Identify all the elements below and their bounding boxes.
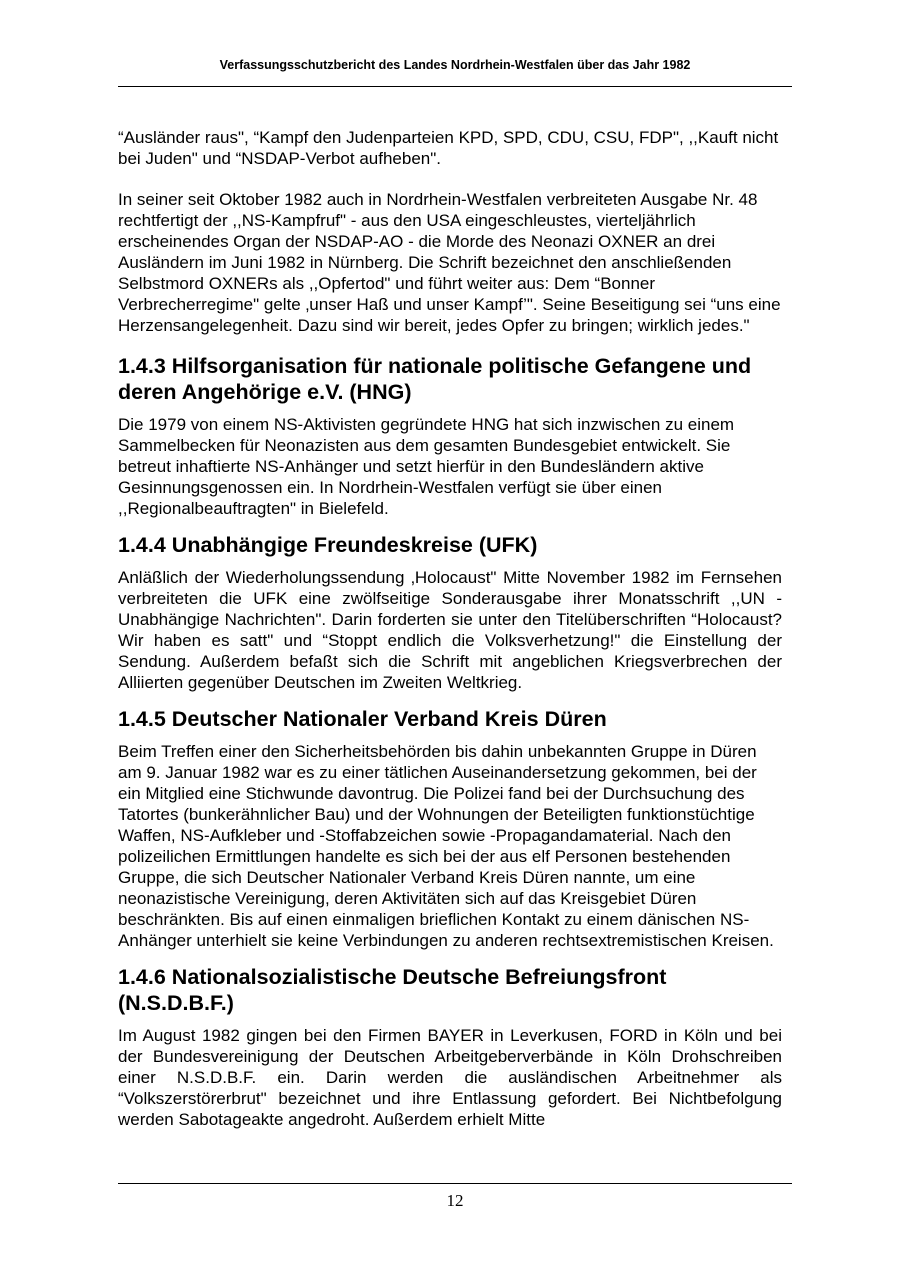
paragraph-1-4-6: Im August 1982 gingen bei den Firmen BAYER in Leverkusen, FORD in Köln und bei der Bundesvereinigung der Deutschen Arbeitgeberverbände in Köln Drohschreiben einer N.S.D.B.F. ein. Darin werden die ausländischen Arbeitnehmer als “Volkszerstörerbrut" bezeichnet und ihre Entlassung gefordert. Bei Nichtbefolgung werden Sabotageakte angedroht. Außerdem erhielt Mitte (118, 1026, 782, 1129)
paragraph-1-4-3: Die 1979 von einem NS-Aktivisten gegründete HNG hat sich inzwischen zu einem Sammelbecken für Neonazisten aus dem gesamten Bundesgebiet entwickelt. Sie betreut inhaftierte NS-Anhänger und setzt hierfür in den Bundesländern aktive Gesinnungsgenossen ein. In Nordrhein-Westfalen verfügt sie über einen ,,Regionalbeauftragten" in Bielefeld. (118, 415, 735, 518)
heading-1-4-5: 1.4.5 Deutscher Nationaler Verband Kreis Düren (118, 707, 607, 731)
page-number: 12 (446, 1191, 464, 1210)
header-rule (118, 86, 792, 87)
page-content (118, 127, 782, 1130)
paragraph-kampfruf: In seiner seit Oktober 1982 auch in Nordrhein-Westfalen verbreiteten Ausgabe Nr. 48 rechtfertigt der ,,NS-Kampfruf" - aus den USA eingeschleustes, vierteljährlich erscheinendes Organ der NSDAP-AO - die Morde des Neonazi OXNER an drei Ausländern im Juni 1982 in Nürnberg. Die Schrift bezeichnet den anschließenden Selbstmord OXNERs als ,,Opfertod" und führt weiter aus: Dem “Bonner Verbrecherregime" gelte ‚unser Haß und unser Kampf’". Seine Beseitigung sei “uns eine Herzensangelegenheit. Dazu sind wir bereit, jedes Opfer zu bringen; wirklich jedes." (118, 190, 781, 335)
footer-rule (118, 1183, 792, 1184)
heading-1-4-6: 1.4.6 Nationalsozialistische Deutsche Befreiungsfront (N.S.D.B.F.) (118, 965, 667, 1015)
paragraph-intro: “Ausländer raus", “Kampf den Judenparteien KPD, SPD, CDU, CSU, FDP", ,,Kauft nicht bei Juden" und “NSDAP-Verbot aufheben". (118, 128, 779, 168)
paragraph-1-4-5: Beim Treffen einer den Sicherheitsbehörden bis dahin unbekannten Gruppe in Düren am 9. Januar 1982 war es zu einer tätlichen Auseinandersetzung gekommen, bei der ein Mitglied eine Stichwunde davontrug. Die Polizei fand bei der Durchsuchung des Tatortes (bunkerähnlicher Bau) und der Wohnungen der Beteiligten funktionstüchtige Waffen, NS-Aufkleber und -Stoffabzeichen sowie -Propagandamaterial. Nach den polizeilichen Ermittlungen handelte es sich bei der aus elf Personen bestehenden Gruppe, die sich Deutscher Nationaler Verband Kreis Düren nannte, um eine neonazistische Vereinigung, deren Aktivitäten sich auf das Kreisgebiet Düren beschränkten. Bis auf einen einmaligen brieflichen Kontakt zu einem dänischen NS-Anhänger unterhielt sie keine Verbindungen zu anderen rechtsextremistischen Kreisen. (118, 742, 774, 950)
heading-1-4-4: 1.4.4 Unabhängige Freundeskreise (UFK) (118, 533, 538, 557)
heading-1-4-3: 1.4.3 Hilfsorganisation für nationale politische Gefangene und deren Angehörige e.V. (HNG) (118, 354, 752, 404)
running-header: Verfassungsschutzbericht des Landes Nordrhein-Westfalen über das Jahr 1982 (219, 58, 691, 72)
paragraph-1-4-4: Anläßlich der Wiederholungssendung ‚Holocaust" Mitte November 1982 im Fernsehen verbreiteten die UFK eine zwölfseitige Sonderausgabe ihrer Monatsschrift ,,UN - Unabhängige Nachrichten". Darin forderten sie unter den Titelüberschriften “Holocaust? Wir haben es satt" und “Stoppt endlich die Volksverhetzung!" die Einstellung der Sendung. Außerdem befaßt sich die Schrift mit angeblichen Kriegsverbrechen der Alliierten gegenüber Deutschen im Zweiten Weltkrieg. (118, 568, 782, 692)
